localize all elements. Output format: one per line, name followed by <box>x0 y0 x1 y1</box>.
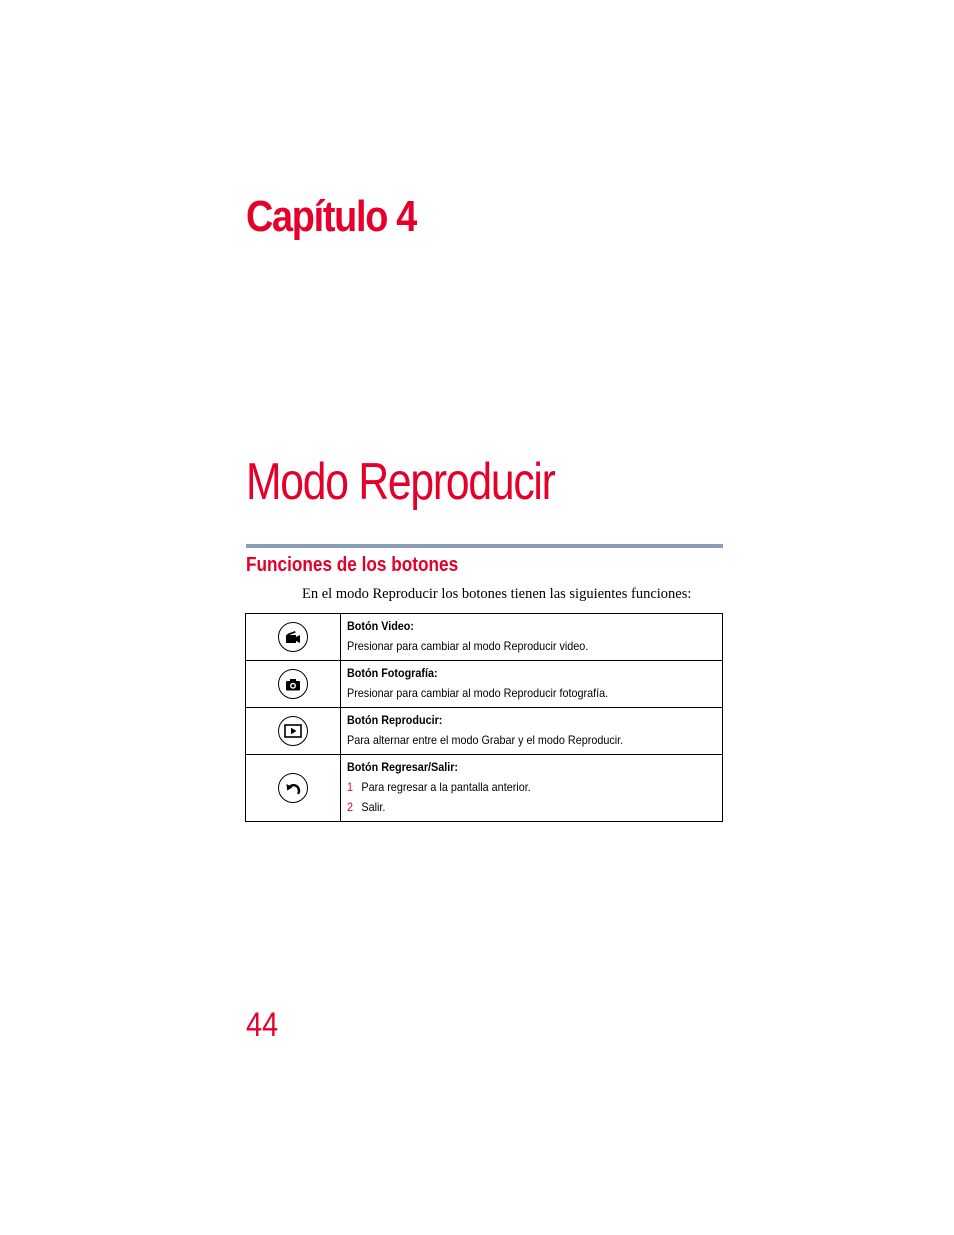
icon-cell <box>246 755 341 822</box>
button-description: Presionar para cambiar al modo Reproducir video. <box>347 639 589 653</box>
video-icon <box>278 622 308 652</box>
step-number: 1 <box>347 780 354 794</box>
play-icon <box>278 716 308 746</box>
table-row <box>246 661 723 708</box>
step-number: 2 <box>347 800 354 814</box>
table-row <box>246 708 723 755</box>
icon-cell <box>246 614 341 661</box>
button-label: Botón Regresar/Salir: <box>347 760 459 774</box>
icon-cell <box>246 708 341 755</box>
button-description: Para alternar entre el modo Grabar y el modo Reproducir. <box>347 733 624 747</box>
text-cell <box>341 755 723 822</box>
text-cell <box>341 614 723 661</box>
buttons-table <box>245 613 723 822</box>
table-row <box>246 614 723 661</box>
step-text: Salir. <box>361 800 386 814</box>
section-divider <box>246 544 723 548</box>
section-title: Funciones de los botones <box>246 554 459 576</box>
page-title: Modo Reproducir <box>246 453 555 511</box>
button-label: Botón Reproducir: <box>347 713 443 727</box>
page-number: 44 <box>246 1006 279 1044</box>
table-row <box>246 755 723 822</box>
button-description: Presionar para cambiar al modo Reproducir fotografía. <box>347 686 609 700</box>
text-cell <box>341 708 723 755</box>
text-cell <box>341 661 723 708</box>
step-text: Para regresar a la pantalla anterior. <box>361 780 531 794</box>
step-item <box>347 777 679 797</box>
step-item <box>347 797 679 817</box>
back-icon <box>278 773 308 803</box>
button-label: Botón Fotografía: <box>347 666 438 680</box>
chapter-label: Capítulo 4 <box>246 192 417 241</box>
button-label: Botón Video: <box>347 619 414 633</box>
intro-text: En el modo Reproducir los botones tienen las siguientes funciones: <box>302 586 692 602</box>
camera-icon <box>278 669 308 699</box>
icon-cell <box>246 661 341 708</box>
